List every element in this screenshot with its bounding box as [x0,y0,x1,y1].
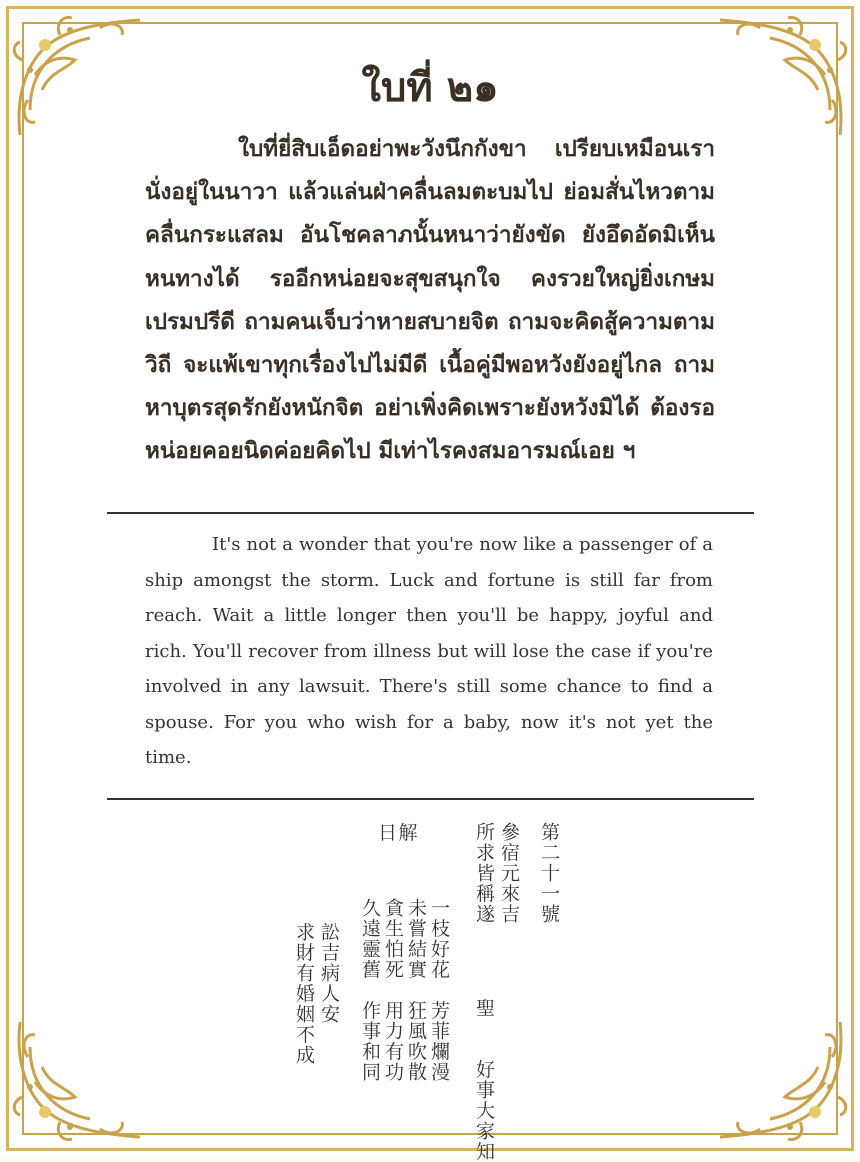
chinese-column: 一枝好花 芳菲爛漫 [428,898,450,1083]
chinese-column: 久遠靈舊 作事和同 [359,898,381,1083]
english-translation: It's not a wonder that you're now like a passenger of a ship amongst the storm. Luck and fortune is still far from reach. Wait a little longer then you'll be happy, joyful and rich. You'll recover from illness but will lose the case if you're involved in any lawsuit. There's still some chance to find a spouse. For you who wish for a baby, now it's not yet the time. [145,534,713,768]
page-title: ใบที่ ๒๑ [361,65,499,111]
chinese-column: 聖 好事大家知 [473,998,495,1162]
chinese-column: 日解 [378,822,420,844]
chinese-column: 第二十一號 [538,822,560,925]
corner-ornament-icon [710,1007,860,1157]
chinese-column: 所求皆稱遂 [473,822,495,925]
divider [107,798,754,800]
chinese-column: 未嘗結實 狂風吹散 [405,898,427,1083]
chinese-column: 求財有婚姻不成 [293,922,315,1066]
divider [107,512,754,514]
corner-ornament-icon [0,1007,150,1157]
chinese-verse [288,822,568,1162]
thai-poem: ใบที่ยี่สิบเอ็ดอย่าพะวังนึกกังขา เปรียบเหมือนเรานั่งอยู่ในนาวา แล้วแล่นฝ่าคลื่นลมตะบมไป ย่อมสั่นไหวตามคลื่นกระแสลม อันโชคลาภนั้นหนาว่ายังขัด ยังอึดอัดมิเห็นหนทางได้ รออีกหน่อยจะสุขสนุกใจ คงรวยใหญ่ยิ่งเกษมเปรมปรีดี ถามคนเจ็บว่าหายสบายจิต ถามจะคิดสู้ความตามวิถี จะแพ้เขาทุกเรื่องไปไม่มีดี เนื้อคู่มีพอหวังยังอยู่ไกล ถามหาบุตรสุดรักยังหนักจิต อย่าเพิ่งคิดเพราะยังหวังมิได้ ต้องรอหน่อยคอยนิดค่อยคิดไป มีเท่าไรคงสมอารมณ์เอย ฯ [145,136,715,465]
chinese-column: 貪生怕死 用力有功 [382,898,404,1083]
chinese-column: 訟吉病人安 [318,922,340,1025]
chinese-column: 參宿元來吉 [498,822,520,925]
